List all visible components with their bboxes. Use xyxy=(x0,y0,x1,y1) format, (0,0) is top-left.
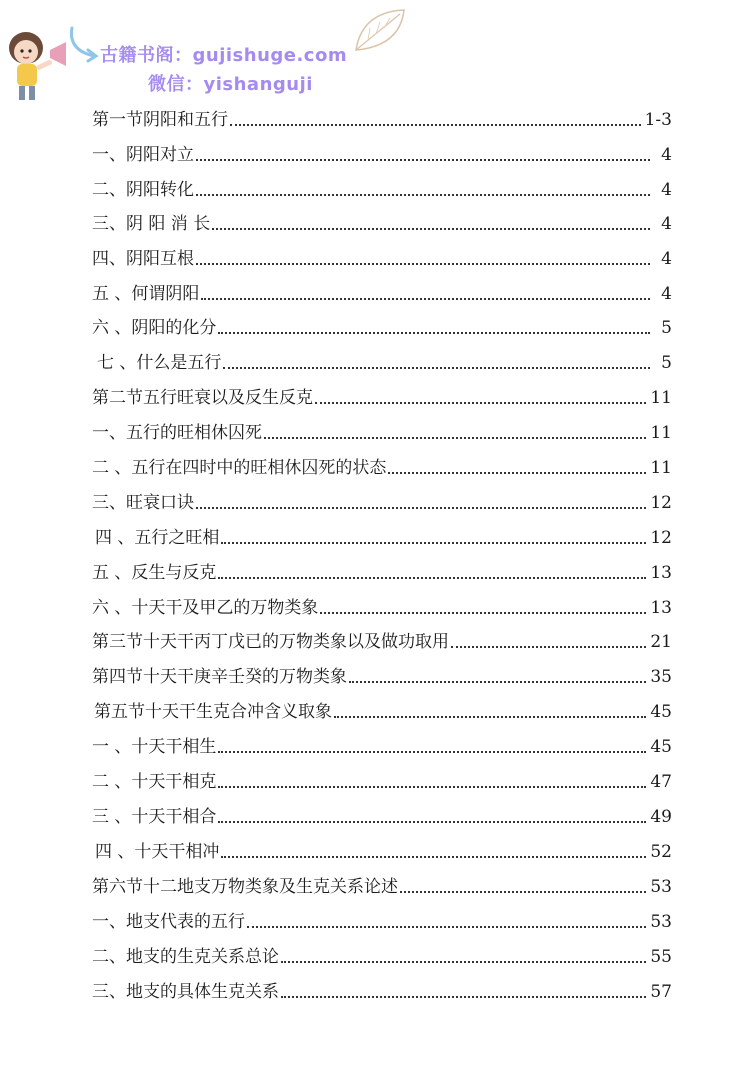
toc-entry-title: 四 、五行之旺相 xyxy=(95,528,220,548)
toc-entry xyxy=(92,550,672,584)
toc-entry-title: 二、地支的生克关系总论 xyxy=(92,947,279,967)
toc-entry-title: 一、阴阳对立 xyxy=(92,145,194,165)
toc-entry-page: 57 xyxy=(650,982,672,1002)
toc-entry-page: 4 xyxy=(661,249,672,269)
toc-entry-title: 三、阴 阳 消 长 xyxy=(92,214,211,234)
toc-entry-title: 三、地支的具体生克关系 xyxy=(92,982,279,1002)
toc-entry xyxy=(92,934,672,968)
toc-entry-page: 12 xyxy=(650,493,672,513)
toc-entry xyxy=(92,794,672,828)
toc-entry-title: 四、阴阳互根 xyxy=(92,249,194,269)
toc-entry xyxy=(92,969,672,1003)
watermark-site: 古籍书阁：gujishuge.com xyxy=(100,45,348,66)
toc-entry-title: 二、阴阳转化 xyxy=(92,180,194,200)
toc-entry-title: 三 、十天干相合 xyxy=(92,807,217,827)
toc-dot-leader xyxy=(400,890,646,893)
toc-entry xyxy=(92,899,672,933)
toc-dot-leader xyxy=(218,785,646,788)
toc-entry-page: 47 xyxy=(650,772,672,792)
toc-entry-title: 第二节五行旺衰以及反生反克 xyxy=(92,388,313,408)
toc-entry-page: 11 xyxy=(650,458,672,478)
toc-entry xyxy=(92,689,672,723)
toc-entry-page: 21 xyxy=(650,632,672,652)
toc-entry-title: 五 、何谓阴阳 xyxy=(92,284,200,304)
toc-dot-leader xyxy=(334,715,646,718)
toc-entry xyxy=(92,375,672,409)
toc-entry xyxy=(92,864,672,898)
toc-entry xyxy=(92,236,672,270)
toc-entry-page: 52 xyxy=(650,842,672,862)
toc-entry xyxy=(92,201,672,235)
toc-dot-leader xyxy=(218,820,646,823)
toc-entry-page: 35 xyxy=(650,667,672,687)
toc-entry-page: 5 xyxy=(661,318,672,338)
toc-entry-page: 4 xyxy=(661,214,672,234)
toc-dot-leader xyxy=(221,541,646,544)
watermark xyxy=(0,0,420,110)
toc-dot-leader xyxy=(212,227,650,230)
toc-entry-title: 一、地支代表的五行 xyxy=(92,912,245,932)
toc-entry xyxy=(92,167,672,201)
toc-entry-page: 49 xyxy=(650,807,672,827)
toc-entry xyxy=(92,829,672,863)
toc-dot-leader xyxy=(264,436,646,439)
toc-entry xyxy=(92,271,672,305)
toc-entry-title: 一、五行的旺相休囚死 xyxy=(92,423,262,443)
toc-entry-title: 第四节十天干庚辛壬癸的万物类象 xyxy=(92,667,347,687)
toc-entry-title: 二 、十天干相克 xyxy=(92,772,217,792)
toc-entry-title: 二 、五行在四时中的旺相休囚死的状态 xyxy=(92,458,387,478)
cartoon-girl-icon xyxy=(2,26,72,106)
toc-entry xyxy=(92,132,672,166)
toc-entry-page: 4 xyxy=(661,145,672,165)
toc-dot-leader xyxy=(196,193,650,196)
toc-dot-leader xyxy=(247,925,646,928)
toc-entry-page: 45 xyxy=(650,737,672,757)
toc-dot-leader xyxy=(196,158,650,161)
toc-dot-leader xyxy=(315,401,646,404)
toc-entry xyxy=(92,480,672,514)
toc-dot-leader xyxy=(349,680,646,683)
toc-entry xyxy=(92,654,672,688)
toc-dot-leader xyxy=(196,506,646,509)
toc-entry-page: 11 xyxy=(650,388,672,408)
toc-entry-page: 53 xyxy=(650,912,672,932)
toc-dot-leader xyxy=(230,123,641,126)
toc-dot-leader xyxy=(221,855,646,858)
toc-dot-leader xyxy=(281,995,646,998)
toc-entry xyxy=(92,515,672,549)
toc-entry xyxy=(92,340,672,374)
toc-entry xyxy=(92,759,672,793)
toc-entry-page: 1-3 xyxy=(644,110,672,130)
toc-entry xyxy=(92,410,672,444)
toc-dot-leader xyxy=(451,645,646,648)
toc-entry xyxy=(92,585,672,619)
toc-entry-title: 第五节十天干生克合冲含义取象 xyxy=(94,702,332,722)
toc-entry-page: 12 xyxy=(650,528,672,548)
toc-entry xyxy=(92,619,672,653)
toc-dot-leader xyxy=(196,262,650,265)
toc-dot-leader xyxy=(218,750,646,753)
toc-entry xyxy=(92,445,672,479)
toc-entry-title: 一 、十天干相生 xyxy=(92,737,217,757)
toc-entry-page: 4 xyxy=(661,284,672,304)
toc-entry-page: 5 xyxy=(661,353,672,373)
toc-entry-page: 55 xyxy=(650,947,672,967)
toc-entry-title: 第三节十天干丙丁戊已的万物类象以及做功取用 xyxy=(92,632,449,652)
toc-entry-page: 13 xyxy=(650,598,672,618)
toc-entry-title: 第一节阴阳和五行 xyxy=(92,110,228,130)
toc-dot-leader xyxy=(320,611,646,614)
toc-entry-page: 11 xyxy=(650,423,672,443)
toc-entry xyxy=(92,724,672,758)
toc-dot-leader xyxy=(223,366,650,369)
toc-entry-title: 七 、什么是五行 xyxy=(97,353,222,373)
toc-entry-title: 四 、十天干相冲 xyxy=(95,842,220,862)
toc-entry-title: 第六节十二地支万物类象及生克关系论述 xyxy=(92,877,398,897)
watermark-wechat: 微信：yishanguji xyxy=(148,74,313,95)
toc-dot-leader xyxy=(218,576,646,579)
toc-entry-title: 六 、阴阳的化分 xyxy=(92,318,217,338)
leaf-icon xyxy=(350,6,410,56)
toc-entry-page: 45 xyxy=(650,702,672,722)
toc-entry-title: 五 、反生与反克 xyxy=(92,563,217,583)
toc-entry xyxy=(92,97,672,131)
toc-dot-leader xyxy=(388,471,646,474)
toc-entry xyxy=(92,305,672,339)
toc-entry-title: 三、旺衰口诀 xyxy=(92,493,194,513)
toc-dot-leader xyxy=(201,297,650,300)
toc-entry-title: 六 、十天干及甲乙的万物类象 xyxy=(92,598,319,618)
toc-entry-page: 53 xyxy=(650,877,672,897)
toc-dot-leader xyxy=(218,331,650,334)
toc-entry-page: 13 xyxy=(650,563,672,583)
toc-dot-leader xyxy=(281,960,646,963)
toc-entry-page: 4 xyxy=(661,180,672,200)
